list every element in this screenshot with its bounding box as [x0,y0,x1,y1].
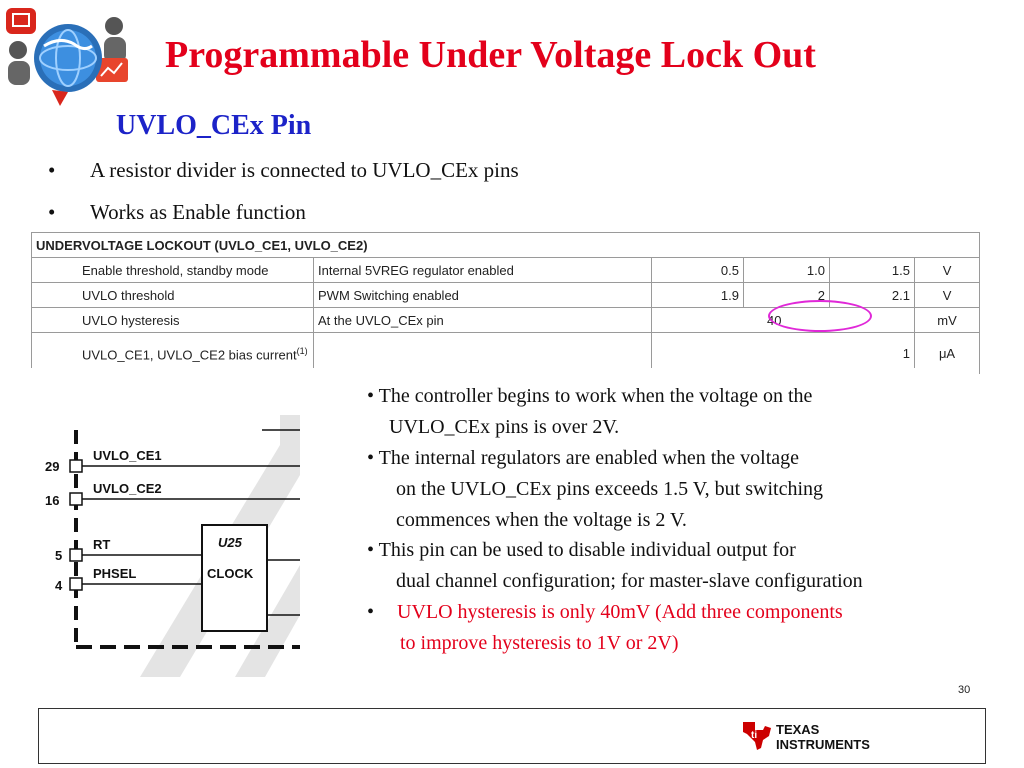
condition-cell: PWM Switching enabled [314,283,652,308]
table-header: UNDERVOLTAGE LOCKOUT (UVLO_CE1, UVLO_CE2) [32,233,980,258]
table-row [32,258,980,283]
bullet-dot: • [48,158,56,182]
note-line: on the UVLO_CEx pins exceeds 1.5 V, but switching [396,478,824,500]
pin-number: 16 [45,493,60,508]
pin-number: 29 [45,459,60,474]
min-cell: 1.9 [652,283,744,308]
note-line: UVLO_CEx pins is over 2V. [389,416,620,438]
condition-cell: At the UVLO_CEx pin [314,308,652,333]
note-line-highlight: to improve hysteresis to 1V or 2V) [400,632,679,654]
svg-text:ti: ti [751,730,758,741]
param-cell: UVLO hysteresis [32,308,314,333]
max-cell: 2.1 [830,283,915,308]
note-line: dual channel configuration; for master-slave configuration [396,570,863,592]
pin-label: RT [93,537,111,552]
pin-label: PHSEL [93,566,137,581]
hysteresis-highlight-ellipse [768,300,872,332]
note-bullet: • [367,601,375,623]
pin-label: UVLO_CE2 [93,481,162,496]
note-line: commences when the voltage is 2 V. [396,509,687,531]
ti-logo [741,718,881,754]
ti-state-icon [741,718,773,752]
param-cell: UVLO threshold [32,283,314,308]
page-number: 30 [958,684,971,696]
block-name: U25 [218,535,242,550]
section-subtitle: UVLO_CEx Pin [116,110,312,141]
max-cell: 1.5 [830,258,915,283]
unit-cell: mV [915,308,980,333]
pin-schematic [30,415,300,677]
condition-cell: Internal 5VREG regulator enabled [314,258,652,283]
note-line: • The controller begins to work when the voltage on the [367,385,813,407]
max-cell: 1 [652,333,915,374]
min-cell: 0.5 [652,258,744,283]
pin-label: UVLO_CE1 [93,448,162,463]
table-header-row [32,233,980,258]
typ-cell: 1.0 [744,258,830,283]
unit-cell: V [915,283,980,308]
page-title: Programmable Under Voltage Lock Out [165,34,816,76]
typ-cell: 2 [744,283,830,308]
bullet-dot: • [48,200,56,224]
bullet-text: Works as Enable function [90,200,306,224]
note-line: • The internal regulators are enabled when the voltage [367,447,800,469]
ti-brand-line1: TEXAS [776,722,820,737]
note-line-highlight: UVLO hysteresis is only 40mV (Add three components [397,601,843,623]
typ-value: 40 [767,312,782,328]
param-text: UVLO_CE1, UVLO_CE2 bias current [82,347,297,363]
block-label: CLOCK [207,566,254,581]
pin-number: 4 [55,578,63,593]
unit-cell: V [915,258,980,283]
bullet-text: A resistor divider is connected to UVLO_CEx pins [90,158,519,182]
presentation-logo-icon [4,6,132,110]
unit-cell: μA [915,333,980,374]
ti-brand-line2: INSTRUMENTS [776,737,870,752]
footnote-marker: (1) [296,345,308,356]
param-cell: Enable threshold, standby mode [32,258,314,283]
table-crop-edge [31,368,979,374]
pin-number: 5 [55,548,63,563]
note-line: • This pin can be used to disable individual output for [367,539,796,561]
